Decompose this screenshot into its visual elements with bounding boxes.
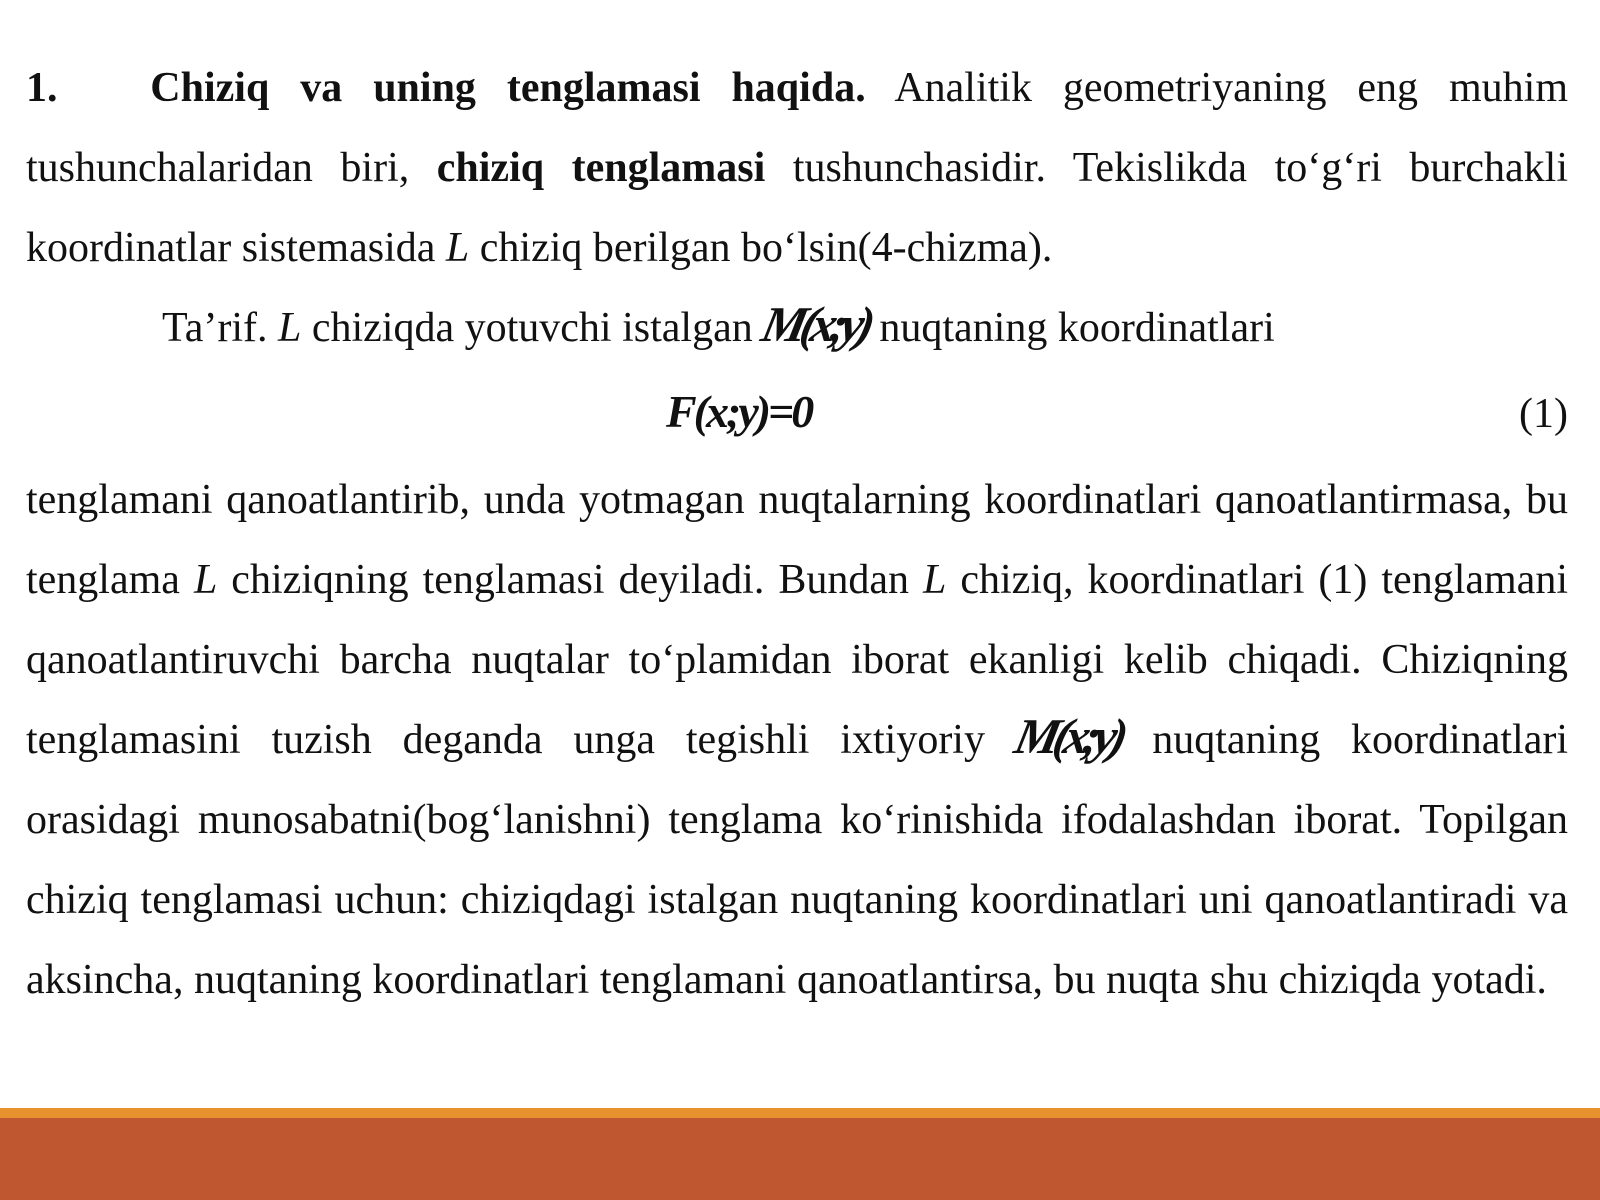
definition-label: Ta’rif. [162, 305, 268, 351]
line-symbol: L [278, 305, 302, 351]
body-text-2: chiziqning tenglamasi deyiladi. Bundan [217, 557, 923, 603]
equation-formula: F(x;y)=0 [666, 386, 812, 437]
line-symbol: L [445, 225, 470, 271]
definition-text-end: nuqtaning koordinatlari [868, 305, 1275, 351]
definition-line [26, 288, 1568, 368]
intro-text: Analitik geometriyaning eng muhim tushunchalaridan biri, [26, 65, 1568, 191]
body-text-3: chiziq, koordinatlari (1) tenglamani qanoatlantiruvchi barcha nuqtalar to‘plamidan iborat ekanligi kelib chiqadi. Chiziqning tenglamasini tuzish deganda unga tegishli ixtiyoriy [26, 557, 1568, 763]
intro-paragraph [26, 48, 1568, 288]
section-number: 1. [26, 65, 58, 111]
body-text-4: nuqtaning koordinatlari orasidagi munosabatni(bog‘lanishni) tenglama ko‘rinishida ifodalashdan iborat. Topilgan chiziq tenglamasi uchun: chiziqdagi istalgan nuqtaning koordinatlari uni qanoatlantiradi va aksincha, nuqtaning koordinatlari tenglamani qanoatlantirsa, bu nuqta shu chiziqda yotadi. [26, 717, 1568, 1003]
equation-row [26, 368, 1568, 460]
body-text-1: tenglamani qanoatlantirib, unda yotmagan nuqtalarning koordinatlari qanoatlantirmasa, bu tenglama [26, 477, 1568, 603]
body-paragraph [26, 460, 1568, 1020]
section-heading: Chiziq va uning tenglamasi haqida. [150, 65, 866, 111]
footer-accent-line [0, 1108, 1600, 1118]
line-symbol: L [923, 557, 947, 603]
intro-bold-term: chiziq tenglamasi [436, 145, 766, 191]
intro-rest: tushunchasidir. Tekislikda to‘g‘ri burchakli koordinatlar sistemasida [26, 145, 1568, 271]
footer-band [0, 1118, 1600, 1200]
point-formula: M(x;y) [1009, 708, 1128, 764]
point-formula: M(x;y) [757, 296, 875, 352]
equation-number: (1) [1519, 391, 1568, 437]
definition-text: chiziqda yotuvchi istalgan [301, 305, 764, 351]
intro-end: chiziq berilgan bo‘lsin(4-chizma). [469, 225, 1053, 271]
slide-text [26, 48, 1568, 1020]
line-symbol: L [193, 557, 218, 603]
